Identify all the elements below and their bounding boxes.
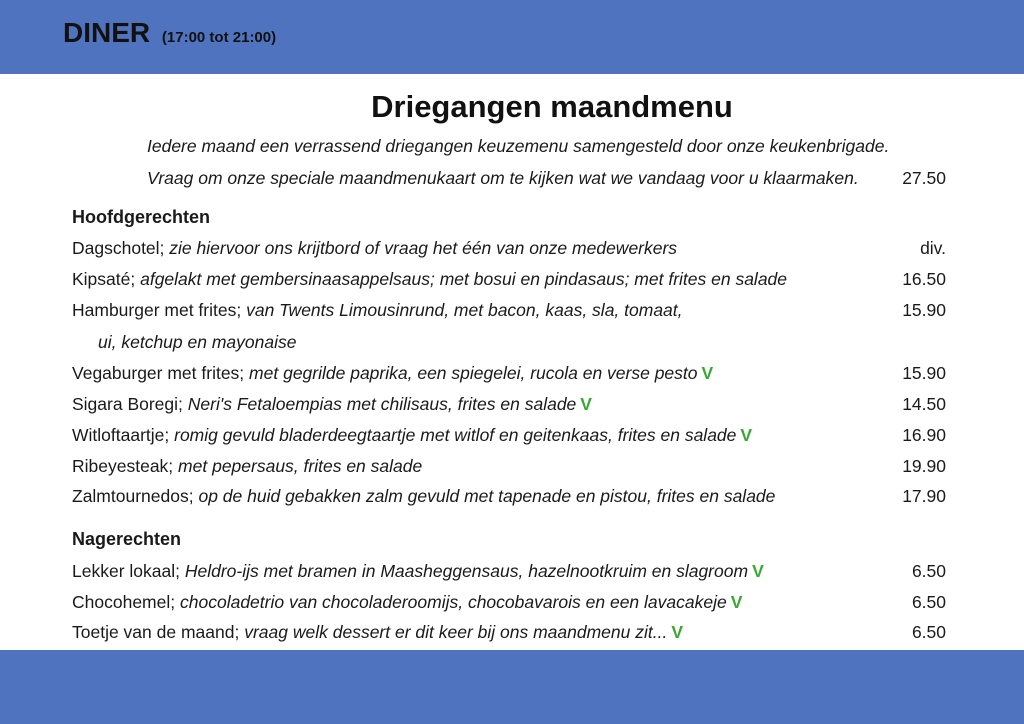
item-name: Toetje van de maand; — [72, 622, 240, 642]
item-price: 15.90 — [902, 363, 946, 383]
menu-item — [72, 486, 946, 512]
item-price: div. — [920, 238, 946, 258]
menu-title: Driegangen maandmenu — [371, 89, 733, 124]
vegetarian-icon: V — [740, 425, 753, 445]
vegetarian-icon: V — [752, 561, 764, 581]
menu-price: 27.50 — [902, 168, 946, 188]
header-title — [63, 17, 276, 49]
item-description: chocoladetrio van chocoladeroomijs, chocobavarois en een lavacakeje — [180, 592, 727, 612]
menu-item — [72, 622, 946, 648]
footer-bar — [0, 650, 1024, 724]
item-name: Chocohemel; — [72, 592, 176, 612]
vegetarian-icon: V — [730, 592, 743, 612]
item-name: Vegaburger met frites; — [72, 363, 245, 383]
item-price: 16.50 — [902, 269, 946, 289]
item-name: Kipsaté; — [72, 269, 136, 289]
item-description: Heldro-ijs met bramen in Maasheggensaus, hazelnootkruim en slagroom — [184, 561, 749, 581]
item-name: Witloftaartje; — [72, 425, 170, 445]
item-description: van Twents Limousinrund, met bacon, kaas, sla, tomaat, — [246, 300, 683, 320]
item-name: Ribeyesteak; — [72, 456, 174, 476]
item-description: vraag welk dessert er dit keer bij ons maandmenu zit... — [244, 622, 668, 642]
item-name: Sigara Boregi; — [72, 394, 183, 414]
item-description: zie hiervoor ons krijtbord of vraag het één van onze medewerkers — [169, 238, 678, 258]
section-heading-mains: Hoofdgerechten — [72, 207, 211, 227]
menu-intro-line2: Vraag om onze speciale maandmenukaart om te kijken wat we vandaag voor u klaarmaken. — [147, 168, 859, 188]
item-price: 17.90 — [902, 486, 946, 506]
menu-item — [72, 269, 946, 295]
vegetarian-icon: V — [671, 622, 684, 642]
menu-item — [72, 592, 946, 618]
menu-item — [72, 238, 946, 264]
item-description-continued: ui, ketchup en mayonaise — [98, 332, 297, 352]
item-price: 15.90 — [902, 300, 946, 320]
item-description: romig gevuld bladerdeegtaartje met witlof en geitenkaas, frites en salade — [174, 425, 737, 445]
item-description: met gegrilde paprika, een spiegelei, rucola en verse pesto — [249, 363, 698, 383]
vegetarian-icon: V — [701, 363, 714, 383]
item-price: 19.90 — [902, 456, 946, 476]
item-name: Lekker lokaal; — [72, 561, 180, 581]
diner-label: DINER — [63, 17, 151, 48]
section-heading-desserts: Nagerechten — [72, 529, 182, 549]
menu-item — [72, 561, 946, 587]
item-price: 6.50 — [911, 622, 946, 642]
menu-intro-line1: Iedere maand een verrassend driegangen keuzemenu samengesteld door onze keukenbrigade. — [147, 136, 890, 156]
item-price: 14.50 — [902, 394, 946, 414]
menu-item — [72, 394, 946, 420]
menu-item — [72, 456, 946, 482]
menu-item — [72, 425, 946, 451]
item-price: 6.50 — [911, 592, 946, 612]
item-name: Zalmtournedos; — [72, 486, 194, 506]
item-description: Neri's Fetaloempias met chilisaus, frites en salade — [187, 394, 577, 414]
item-description: met pepersaus, frites en salade — [178, 456, 423, 476]
item-name: Hamburger met frites; — [72, 300, 242, 320]
item-description: afgelakt met gembersinaasappelsaus; met bosui en pindasaus; met frites en salade — [140, 269, 788, 289]
item-description: op de huid gebakken zalm gevuld met tapenade en pistou, frites en salade — [198, 486, 776, 506]
item-price: 16.90 — [902, 425, 946, 445]
diner-hours: (17:00 tot 21:00) — [161, 29, 277, 46]
menu-item — [72, 363, 946, 389]
vegetarian-icon: V — [580, 394, 592, 414]
item-name: Dagschotel; — [72, 238, 165, 258]
menu-item — [72, 300, 946, 326]
item-price: 6.50 — [911, 561, 946, 581]
